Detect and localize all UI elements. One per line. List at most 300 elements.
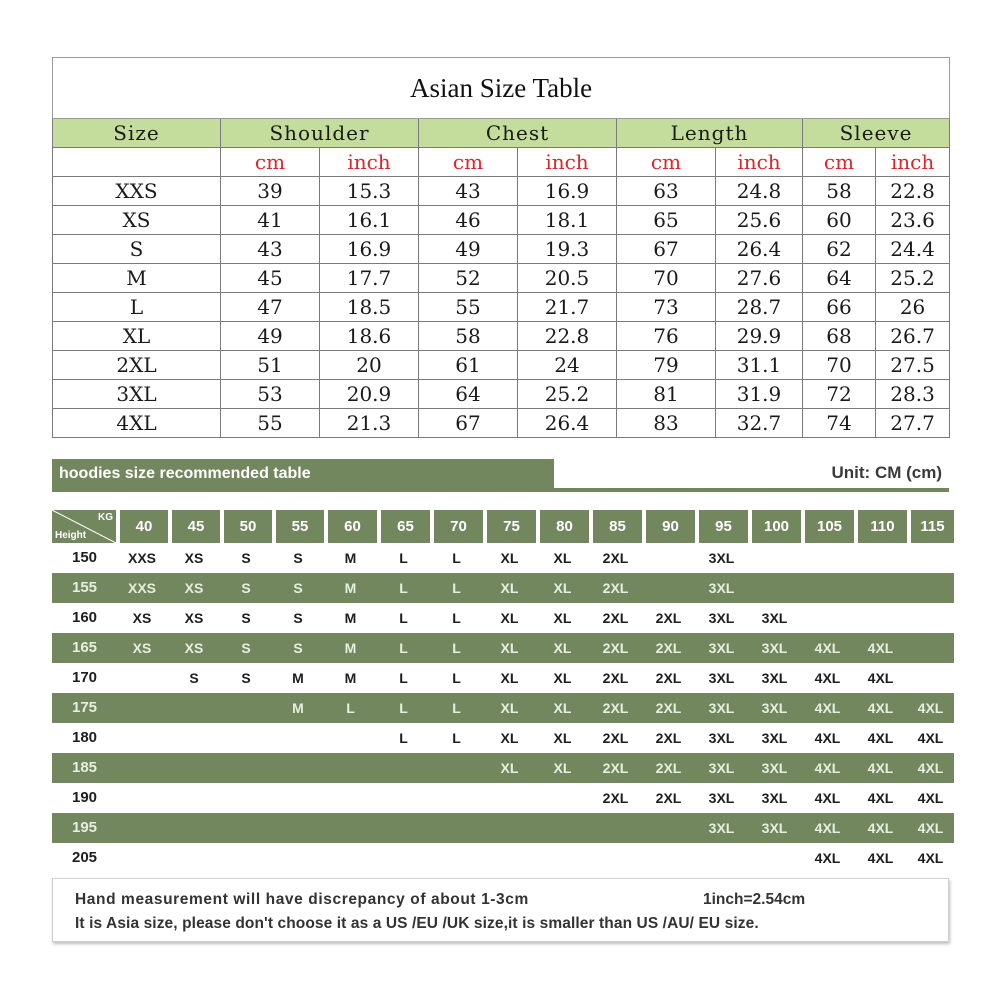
recommended-size-cell: XL <box>483 723 536 753</box>
kg-header-cell: 100 <box>748 510 801 543</box>
height-row <box>52 753 954 783</box>
size-value: 28.7 <box>716 293 803 322</box>
recommended-size-cell <box>324 783 377 813</box>
size-value: 20.9 <box>320 380 419 409</box>
recommended-size-cell <box>116 843 168 873</box>
recommended-size-cell <box>907 603 954 633</box>
size-value: 43 <box>419 177 518 206</box>
recommended-size-cell <box>801 603 854 633</box>
size-value: 18.1 <box>518 206 617 235</box>
recommended-size-cell <box>430 843 483 873</box>
recommended-size-cell <box>695 843 748 873</box>
recommended-size-cell <box>430 813 483 843</box>
recommended-size-cell: L <box>430 663 483 693</box>
recommended-size-cell <box>483 813 536 843</box>
recommended-size-cell: 4XL <box>801 843 854 873</box>
recommended-size-cell <box>168 753 220 783</box>
size-value: 21.3 <box>320 409 419 438</box>
size-value: 74 <box>803 409 876 438</box>
recommended-size-cell: 2XL <box>642 633 695 663</box>
size-table-header-row <box>53 119 950 148</box>
recommended-size-cell <box>377 753 430 783</box>
recommended-size-cell: XL <box>483 603 536 633</box>
unit-cm: cm <box>221 148 320 177</box>
height-label: 170 <box>52 663 116 693</box>
kg-header-cell: 110 <box>854 510 907 543</box>
size-value: 15.3 <box>320 177 419 206</box>
size-value: 64 <box>803 264 876 293</box>
corner-kg-label: KG <box>98 512 113 523</box>
recommended-size-cell: 3XL <box>695 573 748 603</box>
recommended-size-cell: 4XL <box>854 693 907 723</box>
recommended-size-cell <box>220 723 272 753</box>
recommended-size-cell: 4XL <box>801 633 854 663</box>
size-value: 52 <box>419 264 518 293</box>
recommended-size-cell: XXS <box>116 543 168 573</box>
recommended-size-cell: 3XL <box>695 723 748 753</box>
recommended-size-cell: S <box>220 663 272 693</box>
height-label: 175 <box>52 693 116 723</box>
unit-label: Unit: CM (cm) <box>831 463 942 482</box>
size-value: 67 <box>617 235 716 264</box>
recommended-size-cell: 4XL <box>907 813 954 843</box>
recommended-size-cell: M <box>324 603 377 633</box>
recommended-size-cell <box>430 753 483 783</box>
recommended-size-cell: 2XL <box>589 723 642 753</box>
size-value: 58 <box>419 322 518 351</box>
recommended-size-cell: 4XL <box>801 663 854 693</box>
recommended-size-cell <box>272 783 324 813</box>
recommended-size-cell: L <box>324 693 377 723</box>
recommended-size-cell <box>536 813 589 843</box>
kg-header-row <box>52 510 954 543</box>
height-row <box>52 573 954 603</box>
size-row <box>53 264 950 293</box>
size-label: L <box>53 293 221 322</box>
size-value: 27.6 <box>716 264 803 293</box>
recommended-size-cell: XL <box>536 543 589 573</box>
height-row <box>52 633 954 663</box>
recommended-size-cell <box>377 783 430 813</box>
recommended-size-cell <box>907 543 954 573</box>
size-value: 79 <box>617 351 716 380</box>
recommended-size-cell: XS <box>116 603 168 633</box>
height-row <box>52 663 954 693</box>
recommended-size-cell <box>116 663 168 693</box>
height-label: 185 <box>52 753 116 783</box>
recommended-size-cell <box>220 693 272 723</box>
recommended-size-cell: 3XL <box>695 693 748 723</box>
recommended-size-cell <box>748 543 801 573</box>
recommended-size-cell: 3XL <box>695 603 748 633</box>
recommended-size-cell: 4XL <box>907 753 954 783</box>
header-shoulder: Shoulder <box>221 119 419 148</box>
recommended-size-cell: 2XL <box>642 723 695 753</box>
recommended-size-cell <box>377 813 430 843</box>
recommended-size-cell: XS <box>168 633 220 663</box>
recommended-size-cell: 4XL <box>907 783 954 813</box>
height-label: 180 <box>52 723 116 753</box>
height-label: 160 <box>52 603 116 633</box>
recommended-size-cell <box>272 813 324 843</box>
size-value: 24 <box>518 351 617 380</box>
table-corner <box>52 510 116 543</box>
recommended-size-cell: L <box>377 633 430 663</box>
height-row <box>52 813 954 843</box>
size-value: 25.2 <box>876 264 950 293</box>
recommended-size-cell: 4XL <box>907 693 954 723</box>
kg-header-cell: 80 <box>536 510 589 543</box>
recommended-size-cell <box>642 573 695 603</box>
size-label: XXS <box>53 177 221 206</box>
unit-cm: cm <box>419 148 518 177</box>
asia-size-warning: It is Asia size, please don't choose it as a US /EU /UK size,it is smaller than US /AU/ EU size. <box>75 915 759 932</box>
recommended-size-cell: L <box>430 723 483 753</box>
recommended-size-cell: 3XL <box>748 753 801 783</box>
height-row <box>52 783 954 813</box>
header-length: Length <box>617 119 803 148</box>
height-row <box>52 543 954 573</box>
size-value: 21.7 <box>518 293 617 322</box>
recommended-size-cell: 3XL <box>748 693 801 723</box>
kg-header-cell: 40 <box>116 510 168 543</box>
size-value: 18.6 <box>320 322 419 351</box>
recommended-size-cell: 3XL <box>695 813 748 843</box>
recommended-size-cell: 3XL <box>748 633 801 663</box>
size-value: 32.7 <box>716 409 803 438</box>
size-table-units-row <box>53 148 950 177</box>
size-value: 18.5 <box>320 293 419 322</box>
recommended-size-cell: S <box>272 573 324 603</box>
recommended-size-cell: M <box>324 663 377 693</box>
recommended-size-cell <box>907 633 954 663</box>
size-value: 61 <box>419 351 518 380</box>
kg-header-cell: 95 <box>695 510 748 543</box>
recommended-size-cell: 4XL <box>854 753 907 783</box>
size-value: 43 <box>221 235 320 264</box>
banner-divider <box>52 488 949 492</box>
size-value: 16.1 <box>320 206 419 235</box>
size-value: 28.3 <box>876 380 950 409</box>
recommended-size-cell: 3XL <box>695 753 748 783</box>
inch-conversion-note: 1inch=2.54cm <box>703 891 806 908</box>
recommended-size-cell: 3XL <box>748 723 801 753</box>
recommended-size-cell: S <box>220 543 272 573</box>
size-value: 72 <box>803 380 876 409</box>
size-value: 26.4 <box>716 235 803 264</box>
recommended-size-cell <box>536 783 589 813</box>
size-label: 2XL <box>53 351 221 380</box>
recommended-size-cell: XL <box>536 573 589 603</box>
size-value: 66 <box>803 293 876 322</box>
recommended-size-cell: XL <box>483 663 536 693</box>
height-label: 205 <box>52 843 116 873</box>
height-label: 195 <box>52 813 116 843</box>
recommended-size-cell: XS <box>168 573 220 603</box>
kg-header-cell: 75 <box>483 510 536 543</box>
recommended-size-cell: 2XL <box>589 633 642 663</box>
recommended-size-cell: XL <box>483 753 536 783</box>
recommended-size-cell: L <box>430 633 483 663</box>
recommended-size-cell <box>324 843 377 873</box>
recommended-size-cell: XXS <box>116 573 168 603</box>
recommended-size-cell: L <box>377 693 430 723</box>
size-value: 20 <box>320 351 419 380</box>
recommended-size-cell <box>748 573 801 603</box>
kg-header-cell: 55 <box>272 510 324 543</box>
size-value: 73 <box>617 293 716 322</box>
size-value: 65 <box>617 206 716 235</box>
size-value: 58 <box>803 177 876 206</box>
height-row <box>52 843 954 873</box>
recommended-size-cell: 4XL <box>907 723 954 753</box>
height-row <box>52 603 954 633</box>
unit-inch: inch <box>320 148 419 177</box>
recommended-size-cell <box>168 693 220 723</box>
recommended-size-cell: 4XL <box>854 813 907 843</box>
size-value: 16.9 <box>320 235 419 264</box>
size-value: 24.4 <box>876 235 950 264</box>
size-value: 70 <box>617 264 716 293</box>
recommended-size-cell: S <box>272 603 324 633</box>
unit-inch: inch <box>876 148 950 177</box>
recommended-size-cell: 2XL <box>589 573 642 603</box>
recommended-size-cell <box>483 783 536 813</box>
recommended-size-cell: 4XL <box>907 843 954 873</box>
recommended-size-cell <box>272 843 324 873</box>
size-label: 4XL <box>53 409 221 438</box>
recommended-size-cell <box>536 843 589 873</box>
asian-size-table <box>52 57 950 438</box>
recommended-size-cell: M <box>324 573 377 603</box>
recommended-size-cell <box>116 723 168 753</box>
kg-header-cell: 65 <box>377 510 430 543</box>
size-value: 24.8 <box>716 177 803 206</box>
notes-box <box>52 878 949 942</box>
recommended-size-cell: 4XL <box>854 633 907 663</box>
recommended-size-cell <box>589 813 642 843</box>
recommended-size-cell: L <box>377 603 430 633</box>
recommended-size-cell: XS <box>168 603 220 633</box>
size-value: 62 <box>803 235 876 264</box>
recommended-size-cell <box>116 693 168 723</box>
size-label: M <box>53 264 221 293</box>
size-value: 26 <box>876 293 950 322</box>
recommended-size-cell: L <box>377 543 430 573</box>
kg-header-cell: 60 <box>324 510 377 543</box>
recommended-size-cell <box>116 753 168 783</box>
size-label: 3XL <box>53 380 221 409</box>
recommended-size-cell: 3XL <box>695 663 748 693</box>
size-value: 68 <box>803 322 876 351</box>
recommended-size-cell: L <box>430 573 483 603</box>
recommended-size-cell: 3XL <box>695 633 748 663</box>
recommended-size-cell: M <box>272 693 324 723</box>
recommended-size-cell: M <box>324 543 377 573</box>
size-value: 45 <box>221 264 320 293</box>
size-value: 31.1 <box>716 351 803 380</box>
recommended-size-cell <box>748 843 801 873</box>
recommended-size-cell: 4XL <box>854 723 907 753</box>
size-value: 51 <box>221 351 320 380</box>
size-value: 29.9 <box>716 322 803 351</box>
size-value: 55 <box>419 293 518 322</box>
recommended-size-cell <box>220 843 272 873</box>
size-row <box>53 409 950 438</box>
size-value: 47 <box>221 293 320 322</box>
unit-cm: cm <box>803 148 876 177</box>
kg-header-cell: 105 <box>801 510 854 543</box>
size-row <box>53 380 950 409</box>
recommended-size-cell <box>854 543 907 573</box>
unit-inch: inch <box>716 148 803 177</box>
recommended-size-cell: 4XL <box>801 753 854 783</box>
size-value: 60 <box>803 206 876 235</box>
recommended-size-cell <box>220 813 272 843</box>
recommended-size-cell: L <box>377 723 430 753</box>
recommended-size-cell: 4XL <box>854 783 907 813</box>
recommended-size-cell: 3XL <box>748 783 801 813</box>
size-value: 64 <box>419 380 518 409</box>
unit-cm: cm <box>617 148 716 177</box>
size-value: 46 <box>419 206 518 235</box>
size-row <box>53 322 950 351</box>
recommended-size-cell <box>642 813 695 843</box>
size-value: 81 <box>617 380 716 409</box>
recommended-size-cell <box>116 813 168 843</box>
size-value: 41 <box>221 206 320 235</box>
recommended-size-cell: 4XL <box>801 783 854 813</box>
header-sleeve: Sleeve <box>803 119 950 148</box>
recommended-size-cell <box>220 753 272 783</box>
recommended-size-cell <box>907 573 954 603</box>
recommended-size-cell: L <box>430 543 483 573</box>
recommended-size-cell: 2XL <box>589 543 642 573</box>
size-label: XS <box>53 206 221 235</box>
kg-header-cell: 115 <box>907 510 954 543</box>
header-size: Size <box>53 119 221 148</box>
size-row <box>53 177 950 206</box>
size-value: 67 <box>419 409 518 438</box>
recommended-size-cell: M <box>324 633 377 663</box>
size-value: 17.7 <box>320 264 419 293</box>
recommended-size-cell: XL <box>483 543 536 573</box>
size-value: 26.7 <box>876 322 950 351</box>
recommended-size-cell <box>642 843 695 873</box>
recommended-size-cell: S <box>220 573 272 603</box>
size-value: 23.6 <box>876 206 950 235</box>
recommended-size-cell: 3XL <box>748 603 801 633</box>
height-row <box>52 693 954 723</box>
recommended-size-cell: 2XL <box>642 783 695 813</box>
size-value: 49 <box>419 235 518 264</box>
recommended-size-cell <box>854 603 907 633</box>
height-label: 150 <box>52 543 116 573</box>
recommended-size-cell: M <box>272 663 324 693</box>
size-value: 55 <box>221 409 320 438</box>
height-row <box>52 723 954 753</box>
recommended-size-cell: XL <box>536 663 589 693</box>
recommended-size-cell <box>589 843 642 873</box>
size-value: 39 <box>221 177 320 206</box>
recommended-size-cell: XS <box>116 633 168 663</box>
recommended-size-cell: 3XL <box>748 813 801 843</box>
recommended-size-cell <box>483 843 536 873</box>
recommended-size-cell <box>801 543 854 573</box>
height-label: 190 <box>52 783 116 813</box>
header-chest: Chest <box>419 119 617 148</box>
size-value: 76 <box>617 322 716 351</box>
recommended-size-cell: XL <box>536 723 589 753</box>
recommended-size-cell: 4XL <box>854 663 907 693</box>
recommended-size-cell <box>168 723 220 753</box>
recommended-size-cell <box>116 783 168 813</box>
kg-header-cell: 85 <box>589 510 642 543</box>
size-value: 53 <box>221 380 320 409</box>
size-label: S <box>53 235 221 264</box>
recommended-size-cell: S <box>272 543 324 573</box>
kg-header-cell: 45 <box>168 510 220 543</box>
recommended-size-cell <box>324 813 377 843</box>
kg-header-cell: 50 <box>220 510 272 543</box>
size-value: 31.9 <box>716 380 803 409</box>
recommended-size-cell: S <box>220 633 272 663</box>
recommended-size-cell: 2XL <box>642 753 695 783</box>
recommended-size-cell <box>168 813 220 843</box>
hoodies-recommended-banner: hoodies size recommended table <box>52 459 554 488</box>
kg-header-cell: 90 <box>642 510 695 543</box>
recommended-size-cell: XL <box>536 633 589 663</box>
size-value: 70 <box>803 351 876 380</box>
recommended-size-cell <box>220 783 272 813</box>
kg-header-cell: 70 <box>430 510 483 543</box>
recommended-size-cell: 2XL <box>589 663 642 693</box>
size-value: 63 <box>617 177 716 206</box>
size-value: 20.5 <box>518 264 617 293</box>
size-row <box>53 351 950 380</box>
recommended-size-cell: 4XL <box>801 693 854 723</box>
corner-height-label: Height <box>55 530 87 541</box>
recommended-size-cell: 4XL <box>801 723 854 753</box>
recommended-size-cell: 2XL <box>642 663 695 693</box>
size-value: 49 <box>221 322 320 351</box>
recommended-size-cell <box>642 543 695 573</box>
recommended-size-cell: 3XL <box>695 783 748 813</box>
size-row <box>53 293 950 322</box>
recommended-size-cell <box>324 723 377 753</box>
recommended-size-cell: XL <box>536 693 589 723</box>
unit-inch: inch <box>518 148 617 177</box>
recommended-size-cell: L <box>430 603 483 633</box>
size-value: 83 <box>617 409 716 438</box>
recommended-size-cell <box>377 843 430 873</box>
size-value: 26.4 <box>518 409 617 438</box>
recommended-size-cell: 2XL <box>589 753 642 783</box>
recommended-size-cell: XL <box>536 603 589 633</box>
size-table-title: Asian Size Table <box>53 58 950 119</box>
recommended-size-cell <box>854 573 907 603</box>
recommended-size-cell: 2XL <box>589 603 642 633</box>
recommended-size-cell: 4XL <box>801 813 854 843</box>
size-value: 27.7 <box>876 409 950 438</box>
recommended-size-cell: 3XL <box>695 543 748 573</box>
recommended-size-cell: 2XL <box>589 693 642 723</box>
units-blank <box>53 148 221 177</box>
size-value: 25.2 <box>518 380 617 409</box>
recommended-size-cell: 3XL <box>748 663 801 693</box>
recommended-size-cell <box>272 753 324 783</box>
height-label: 165 <box>52 633 116 663</box>
